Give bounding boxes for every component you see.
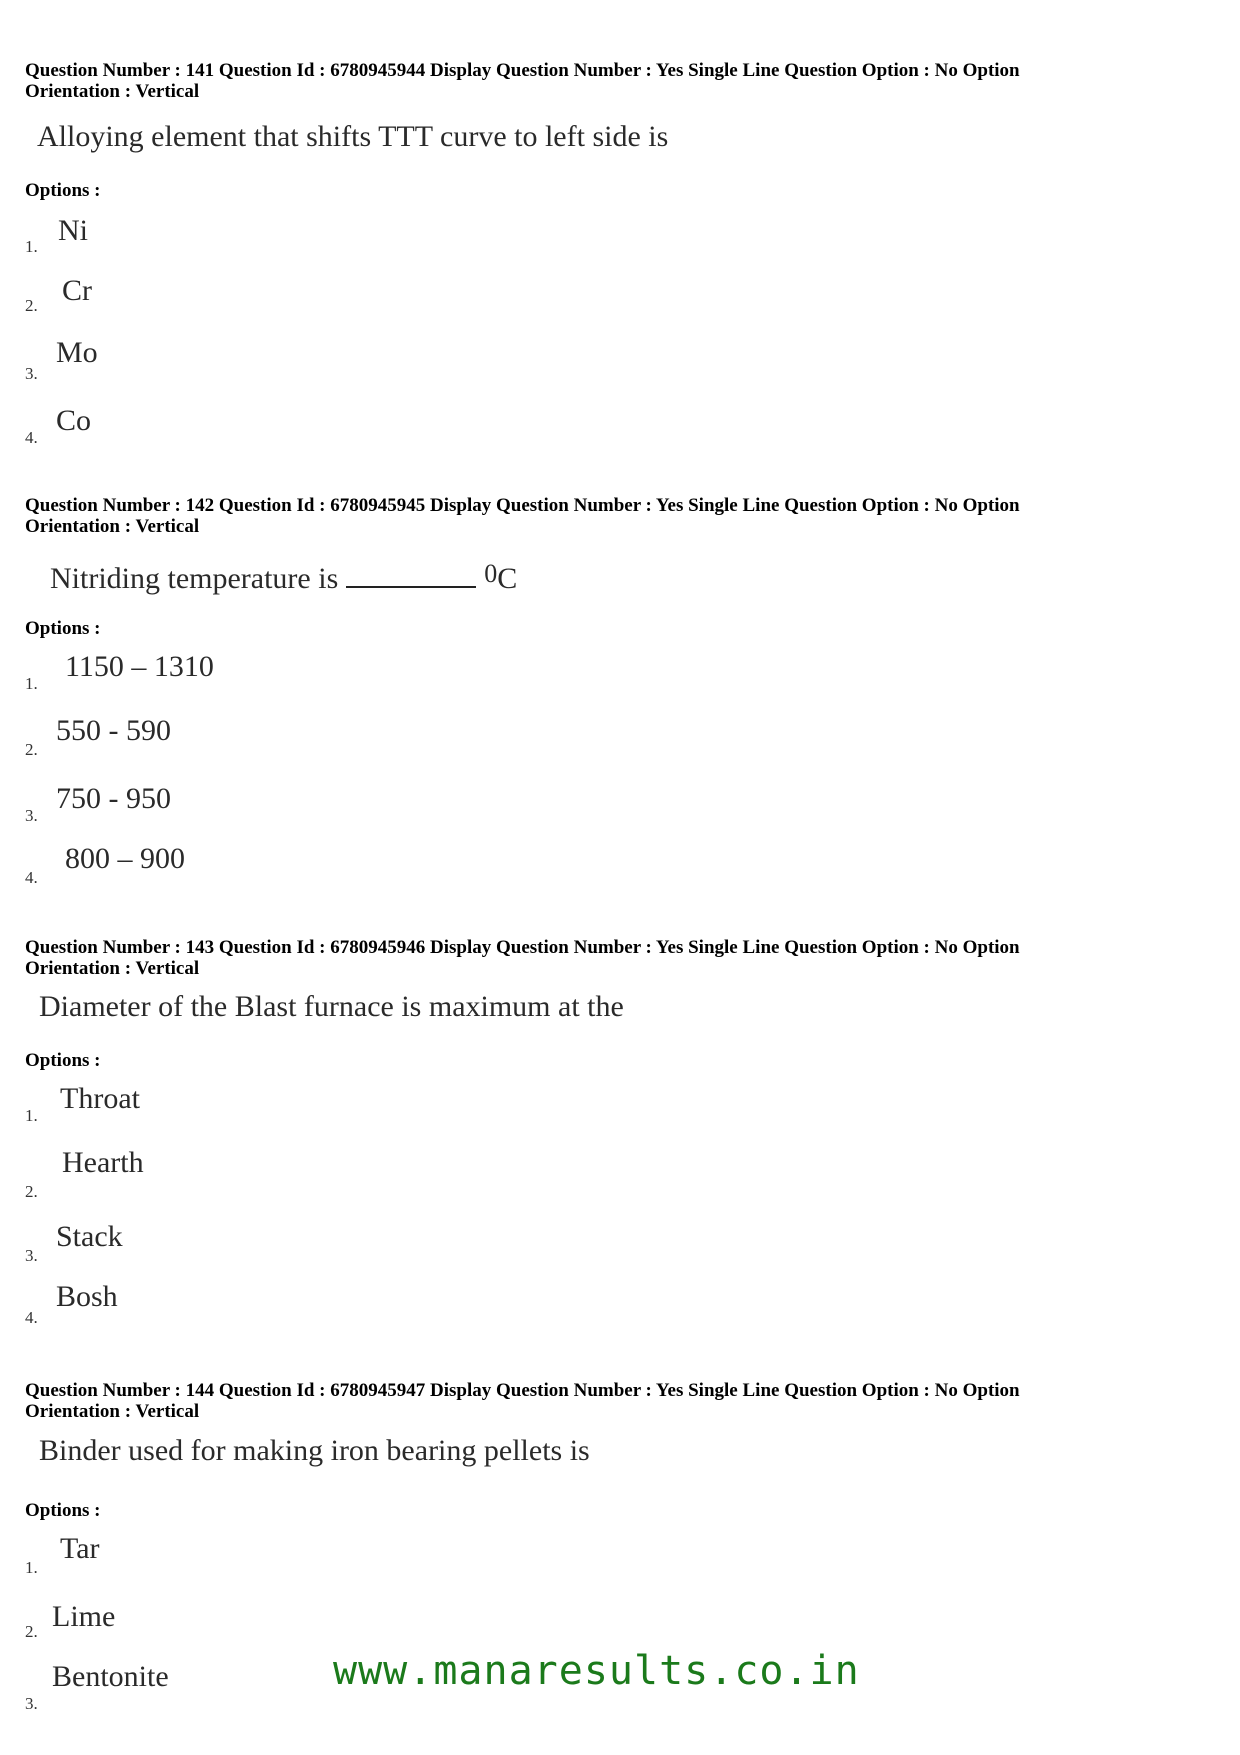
option-text: 800 – 900 <box>65 842 185 875</box>
option-number: 1. <box>25 237 38 256</box>
question-stem: Diameter of the Blast furnace is maximum at the <box>39 990 624 1023</box>
options-label: Options : <box>25 1050 101 1071</box>
options-label: Options : <box>25 180 101 201</box>
question-meta <box>25 1380 1205 1422</box>
answer-blank <box>346 560 476 588</box>
question-stem: Alloying element that shifts TTT curve to left side is <box>37 120 669 153</box>
meta-line-1: Question Number : 142 Question Id : 6780945945 Display Question Number : Yes Single Line Question Option : No Option <box>25 495 1020 516</box>
option-number: 2. <box>25 740 38 759</box>
option-text: Bosh <box>56 1280 118 1313</box>
option-2[interactable] <box>0 272 400 332</box>
option-4[interactable] <box>0 840 400 900</box>
meta-line-1: Question Number : 141 Question Id : 6780945944 Display Question Number : Yes Single Line Question Option : No Option <box>25 60 1020 81</box>
option-text: Lime <box>52 1600 116 1633</box>
option-number: 1. <box>25 674 38 693</box>
question-stem <box>50 560 517 596</box>
meta-line-2: Orientation : Vertical <box>25 1401 200 1422</box>
website-watermark: www.manaresults.co.in <box>333 1648 860 1694</box>
question-meta <box>25 937 1205 979</box>
option-2[interactable] <box>0 712 400 772</box>
meta-line-2: Orientation : Vertical <box>25 958 200 979</box>
option-text: 1150 – 1310 <box>65 650 214 683</box>
option-number: 4. <box>25 428 38 447</box>
option-4[interactable] <box>0 1278 400 1338</box>
option-1[interactable] <box>0 648 400 708</box>
stem-text: Nitriding temperature is <box>50 562 339 595</box>
option-text: Cr <box>62 274 92 307</box>
question-stem: Binder used for making iron bearing pellets is <box>39 1434 590 1467</box>
option-4[interactable] <box>0 402 400 462</box>
option-1[interactable] <box>0 1080 400 1140</box>
option-number: 4. <box>25 1308 38 1327</box>
option-text: Bentonite <box>52 1660 169 1693</box>
question-meta <box>25 60 1205 102</box>
option-number: 1. <box>25 1106 38 1125</box>
option-number: 2. <box>25 296 38 315</box>
option-text: Hearth <box>62 1146 144 1179</box>
option-text: Mo <box>56 336 98 369</box>
option-3[interactable] <box>0 1218 400 1278</box>
option-number: 3. <box>25 364 38 383</box>
meta-line-1: Question Number : 144 Question Id : 6780945947 Display Question Number : Yes Single Line Question Option : No Option <box>25 1380 1020 1401</box>
option-1[interactable] <box>0 1530 400 1590</box>
meta-line-1: Question Number : 143 Question Id : 6780945946 Display Question Number : Yes Single Line Question Option : No Option <box>25 937 1020 958</box>
option-text: 750 - 950 <box>56 782 171 815</box>
option-text: Ni <box>58 214 88 247</box>
option-3[interactable] <box>0 334 400 394</box>
option-number: 1. <box>25 1558 38 1577</box>
degree-superscript: 0 <box>484 559 498 588</box>
option-text: 550 - 590 <box>56 714 171 747</box>
meta-line-2: Orientation : Vertical <box>25 81 200 102</box>
option-text: Throat <box>60 1082 140 1115</box>
option-2[interactable] <box>0 1144 400 1204</box>
option-number: 3. <box>25 806 38 825</box>
option-1[interactable] <box>0 210 400 270</box>
option-3[interactable] <box>0 780 400 840</box>
option-number: 2. <box>25 1622 38 1641</box>
option-text: Stack <box>56 1220 123 1253</box>
option-text: Co <box>56 404 92 437</box>
option-number: 3. <box>25 1694 38 1713</box>
option-number: 4. <box>25 868 38 887</box>
option-text: Tar <box>60 1532 100 1565</box>
meta-line-2: Orientation : Vertical <box>25 516 200 537</box>
option-number: 2. <box>25 1182 38 1201</box>
option-number: 3. <box>25 1246 38 1265</box>
unit-text: C <box>497 562 518 595</box>
question-meta <box>25 495 1205 537</box>
options-label: Options : <box>25 1500 101 1521</box>
options-label: Options : <box>25 618 101 639</box>
